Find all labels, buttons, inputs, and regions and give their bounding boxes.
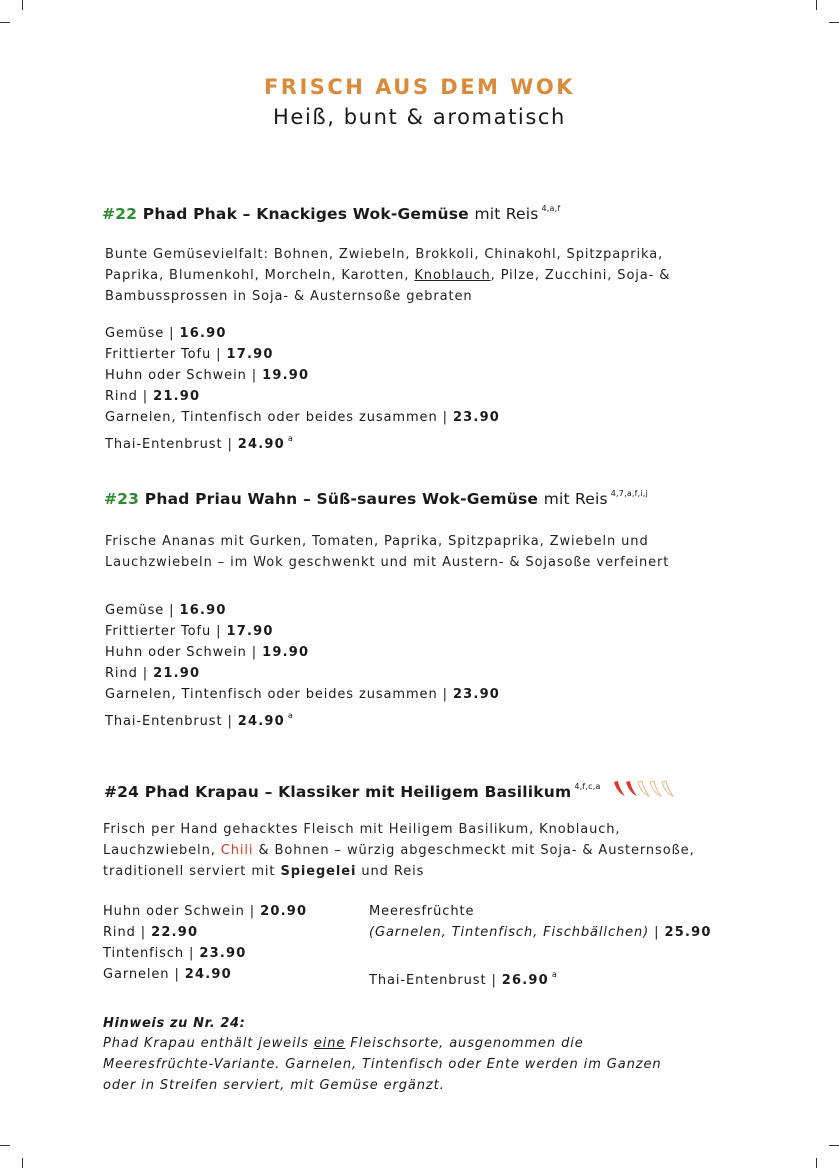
desc-line: Frische Ananas mit Gurken, Tomaten, Paprika, Spitzpaprika, Zwiebeln und — [105, 534, 649, 549]
price-row: Gemüse | 16.90 — [105, 603, 227, 618]
dish-24-prices-left — [103, 901, 307, 985]
section-subtitle: Heiß, bunt & aromatisch — [273, 105, 566, 129]
allergen-codes: 4,a,f — [541, 204, 561, 213]
price-row: Rind | 22.90 — [103, 925, 199, 940]
price-row: Thai-Entenbrust | 24.90 $^a$ — [105, 434, 294, 452]
note-line: oder in Streifen serviert, mit Gemüse ergänzt. — [103, 1078, 445, 1093]
crop-mark — [816, 0, 817, 10]
price-row: Thai-Entenbrust | 24.90 $^a$ — [105, 711, 294, 729]
price-row: Garnelen | 24.90 — [103, 967, 232, 982]
dish-number: #22 — [102, 205, 138, 223]
price-row: Frittierter Tofu | 17.90 — [105, 624, 274, 639]
dish-22-title — [102, 204, 560, 223]
crop-mark — [22, 0, 23, 10]
crop-mark — [829, 1145, 839, 1146]
price-row: Frittierter Tofu | 17.90 — [105, 347, 274, 362]
dish-number: #24 — [104, 783, 140, 801]
desc-line: traditionell serviert mit Spiegelei und Reis — [103, 864, 425, 879]
dish-number: #23 — [104, 490, 140, 508]
allergen-codes: 4,7,a,f,i,j — [610, 489, 649, 498]
dish-suffix: mit Reis — [543, 490, 608, 508]
note-line: Phad Krapau enthält jeweils eine Fleischsorte, ausgenommen die — [103, 1036, 584, 1051]
price-row: Tintenfisch | 23.90 — [103, 946, 247, 961]
price-row: Rind | 21.90 — [105, 389, 201, 404]
chili-empty-icon — [638, 781, 649, 796]
chili-filled-icon — [626, 781, 637, 796]
chili-rating-icon — [612, 779, 678, 799]
dish-23-title — [104, 489, 648, 508]
dish-22-description — [105, 244, 670, 307]
dish-23-description — [105, 531, 669, 573]
desc-line: Paprika, Blumenkohl, Morcheln, Karotten, Knoblauch, Pilze, Zucchini, Soja- & — [105, 268, 671, 283]
price-row: Garnelen, Tintenfisch oder beides zusammen | 23.90 — [105, 410, 501, 425]
allergen-codes: 4,f,c,a — [574, 782, 601, 791]
crop-mark — [0, 1145, 10, 1146]
dish-suffix: mit Reis — [474, 205, 539, 223]
chili-filled-icon — [614, 781, 625, 796]
dish-22-prices — [105, 323, 500, 455]
desc-line: Lauchzwiebeln, Chili & Bohnen – würzig abgeschmeckt mit Soja- & Austernsoße, — [103, 843, 695, 858]
price-row: Garnelen, Tintenfisch oder beides zusammen | 23.90 — [105, 687, 501, 702]
menu-header — [0, 72, 839, 132]
note-heading: Hinweis zu Nr. 24: — [103, 1016, 246, 1031]
price-row: Rind | 21.90 — [105, 666, 201, 681]
dish-name: Phad Phak – Knackiges Wok-Gemüse — [142, 205, 469, 223]
crop-mark — [829, 22, 839, 23]
price-row: Gemüse | 16.90 — [105, 326, 227, 341]
dish-23-prices — [105, 600, 500, 732]
price-row: Huhn oder Schwein | 19.90 — [105, 645, 310, 660]
dish-24-prices-right — [369, 901, 712, 991]
price-row: Huhn oder Schwein | 19.90 — [105, 368, 310, 383]
price-row: Huhn oder Schwein | 20.90 — [103, 904, 308, 919]
price-row: Thai-Entenbrust | 26.90 $^a$ — [369, 970, 558, 988]
crop-mark — [0, 22, 10, 23]
note-text — [103, 1033, 662, 1096]
desc-line: Bambussprossen in Soja- & Austernsoße gebraten — [105, 289, 473, 304]
dish-24-title — [104, 779, 678, 801]
chili-empty-icon — [662, 781, 673, 796]
price-row: Meeresfrüchte — [369, 904, 475, 919]
section-title: FRISCH AUS DEM WOK — [263, 75, 576, 99]
dish-name: Phad Krapau – Klassiker mit Heiligem Basilikum — [144, 783, 572, 801]
note-line: Meeresfrüchte-Variante. Garnelen, Tintenfisch oder Ente werden im Ganzen — [103, 1057, 662, 1072]
dish-name: Phad Priau Wahn – Süß-saures Wok-Gemüse — [144, 490, 539, 508]
desc-line: Frisch per Hand gehacktes Fleisch mit Heiligem Basilikum, Knoblauch, — [103, 822, 621, 837]
desc-line: Lauchzwiebeln – im Wok geschwenkt und mit Austern- & Sojasoße verfeinert — [105, 555, 670, 570]
desc-line: Bunte Gemüsevielfalt: Bohnen, Zwiebeln, Brokkoli, Chinakohl, Spitzpaprika, — [105, 247, 664, 262]
dish-24-description — [103, 819, 695, 882]
price-row: (Garnelen, Tintenfisch, Fischbällchen) | 25.90 — [369, 925, 712, 940]
crop-mark — [22, 1158, 23, 1168]
chili-empty-icon — [650, 781, 661, 796]
crop-mark — [816, 1158, 817, 1168]
